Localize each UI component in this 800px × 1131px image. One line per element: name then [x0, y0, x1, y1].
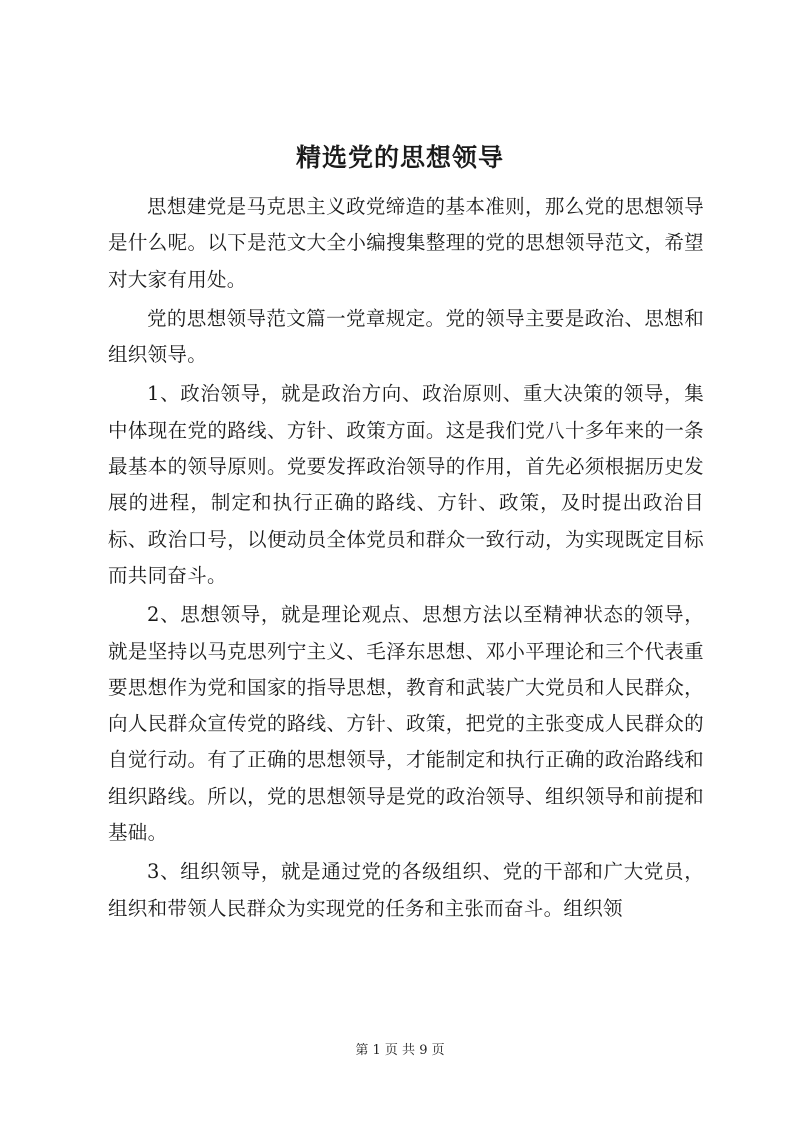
paragraph-overview: 党的思想领导范文篇一党章规定。党的领导主要是政治、思想和组织领导。 — [108, 306, 704, 367]
page-title: 精选党的思想领导 — [295, 143, 504, 172]
paragraph-intro: 思想建党是马克思主义政党缔造的基本准则，那么党的思想领导是什么呢。以下是范文大全小编搜集整理的党的思想领导范文，希望对大家有用处。 — [108, 195, 704, 291]
paragraph-organizational-leadership: 3、组织领导，就是通过党的各级组织、党的干部和广大党员，组织和带领人民群众为实现党的任务和主张而奋斗。组织领 — [108, 860, 704, 920]
document-body — [108, 189, 704, 930]
paragraph-political-leadership: 1、政治领导，就是政治方向、政治原则、重大决策的领导，集中体现在党的路线、方针、政策方面。这是我们党八十多年来的一条最基本的领导原则。党要发挥政治领导的作用，首先必须根据历史发展的进程，制定和执行正确的路线、方针、政策，及时提出政治目标、政治口号，以便动员全体党员和群众一致行动，为实现既定目标而共同奋斗。 — [108, 382, 704, 587]
paragraph-ideological-leadership: 2、思想领导，就是理论观点、思想方法以至精神状态的领导，就是坚持以马克思列宁主义、毛泽东思想、邓小平理论和三个代表重要思想作为党和国家的指导思想，教育和武装广大党员和人民群众，向人民群众宣传党的路线、方针、政策，把党的主张变成人民群众的自觉行动。有了正确的思想领导，才能制定和执行正确的政治路线和组织路线。所以，党的思想领导是党的政治领导、组织领导和前提和基础。 — [108, 603, 704, 845]
page-number-footer: 第 1 页 共 9 页 — [355, 1043, 445, 1058]
